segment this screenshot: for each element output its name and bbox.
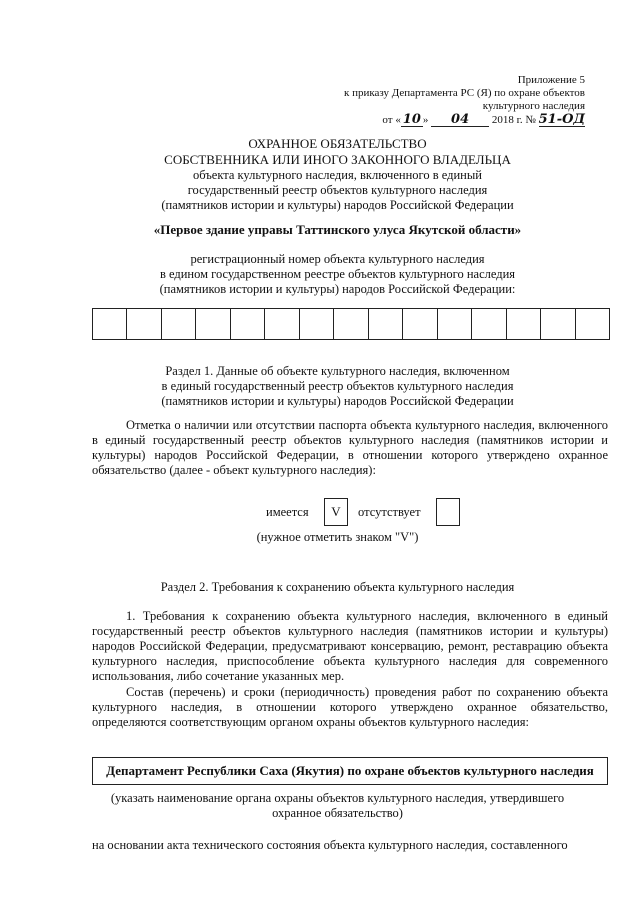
- date-year: 2018 г. №: [491, 114, 536, 126]
- registration-cell[interactable]: [403, 309, 437, 339]
- registration-cell[interactable]: [541, 309, 575, 339]
- title-line2: СОБСТВЕННИКА ИЛИ ИНОГО ЗАКОННОГО ВЛАДЕЛЬЦА: [164, 152, 511, 167]
- appendix-line1: Приложение 5: [517, 74, 585, 86]
- works-paragraph: Состав (перечень) и сроки (периодичность) проведения работ по сохранению объекта культурного наследия, в отношении которого утверждено охранное обязательство, определяются соответствующим органом охраны объектов культурного наследия:: [92, 685, 608, 729]
- registration-cell[interactable]: [576, 309, 609, 339]
- absent-checkbox[interactable]: [436, 498, 460, 526]
- appendix-date: [255, 113, 585, 127]
- registration-text: [60, 252, 615, 297]
- registration-cell[interactable]: [127, 309, 161, 339]
- title-line1: ОХРАННОЕ ОБЯЗАТЕЛЬСТВО: [248, 136, 427, 151]
- date-day: 10: [402, 112, 421, 127]
- title-line5: (памятников истории и культуры) народов Российской Федерации: [161, 198, 514, 212]
- authority-hint-line1: (указать наименование органа охраны объектов культурного наследия, утвердившего: [110, 791, 565, 805]
- has-label: имеется: [266, 505, 309, 519]
- appendix-block: [255, 74, 585, 127]
- registration-cell[interactable]: [265, 309, 299, 339]
- section2-title: Раздел 2. Требования к сохранению объекта культурного наследия: [160, 580, 515, 594]
- title-line3: объекта культурного наследия, включенного в единый: [193, 168, 482, 182]
- date-mid: »: [422, 114, 429, 126]
- date-month: 04: [431, 113, 489, 127]
- object-name: «Первое здание управы Таттинского улуса Якутской области»: [153, 222, 522, 237]
- section1-line3: (памятников истории и культуры) народов Российской Федерации: [161, 394, 514, 408]
- section1-line1: Раздел 1. Данные об объекте культурного наследия, включенном: [165, 364, 510, 378]
- has-checkbox[interactable]: V: [324, 498, 348, 526]
- section1-heading: [60, 364, 615, 409]
- registration-cell[interactable]: [438, 309, 472, 339]
- registration-cell[interactable]: [472, 309, 506, 339]
- absent-label: отсутствует: [358, 505, 421, 519]
- registration-cell[interactable]: [93, 309, 127, 339]
- registration-line2: в едином государственном реестре объектов культурного наследия: [159, 267, 516, 281]
- registration-cell[interactable]: [507, 309, 541, 339]
- registration-number-grid: [92, 308, 610, 340]
- appendix-line2: к приказу Департамента РС (Я) по охране объектов: [343, 87, 585, 99]
- appendix-line3: культурного наследия: [482, 100, 585, 112]
- registration-cell[interactable]: [196, 309, 230, 339]
- title-line4: государственный реестр объектов культурного наследия: [187, 183, 488, 197]
- registration-line3: (памятников истории и культуры) народов Российской Федерации:: [159, 282, 516, 296]
- last-line: на основании акта технического состояния объекта культурного наследия, составленного: [92, 838, 568, 852]
- date-prefix: от «: [382, 114, 401, 126]
- checkbox-hint: (нужное отметить знаком "V"): [256, 530, 419, 544]
- document-title: [60, 136, 615, 213]
- passport-mark-paragraph: Отметка о наличии или отсутствии паспорта объекта культурного наследия, включенного в единый государственный реестр объектов культурного наследия (памятников истории и культуры) народов Российской Федерации, в отношении которого утверждено охранное обязательство (далее - объект культурного наследия):: [92, 418, 608, 477]
- registration-cell[interactable]: [369, 309, 403, 339]
- registration-cell[interactable]: [334, 309, 368, 339]
- authority-hint: [60, 791, 615, 821]
- registration-line1: регистрационный номер объекта культурного наследия: [190, 252, 485, 266]
- requirements-paragraph: 1. Требования к сохранению объекта культурного наследия, включенного в единый государственный реестр объектов культурного наследия (памятников истории и культуры) народов Российской Федерации, предусматривают консервацию, ремонт, реставрацию объекта культурного наследия, приспособление объекта культурного наследия для современного использования, либо сочетание указанных мер.: [92, 609, 608, 683]
- authority-hint-line2: охранное обязательство): [272, 806, 403, 820]
- registration-cell[interactable]: [162, 309, 196, 339]
- registration-cell[interactable]: [231, 309, 265, 339]
- section1-line2: в единый государственный реестр объектов культурного наследия: [161, 379, 514, 393]
- date-number: 51-ОД: [538, 112, 585, 127]
- authority-box[interactable]: Департамент Республики Саха (Якутия) по охране объектов культурного наследия: [92, 757, 608, 785]
- registration-cell[interactable]: [300, 309, 334, 339]
